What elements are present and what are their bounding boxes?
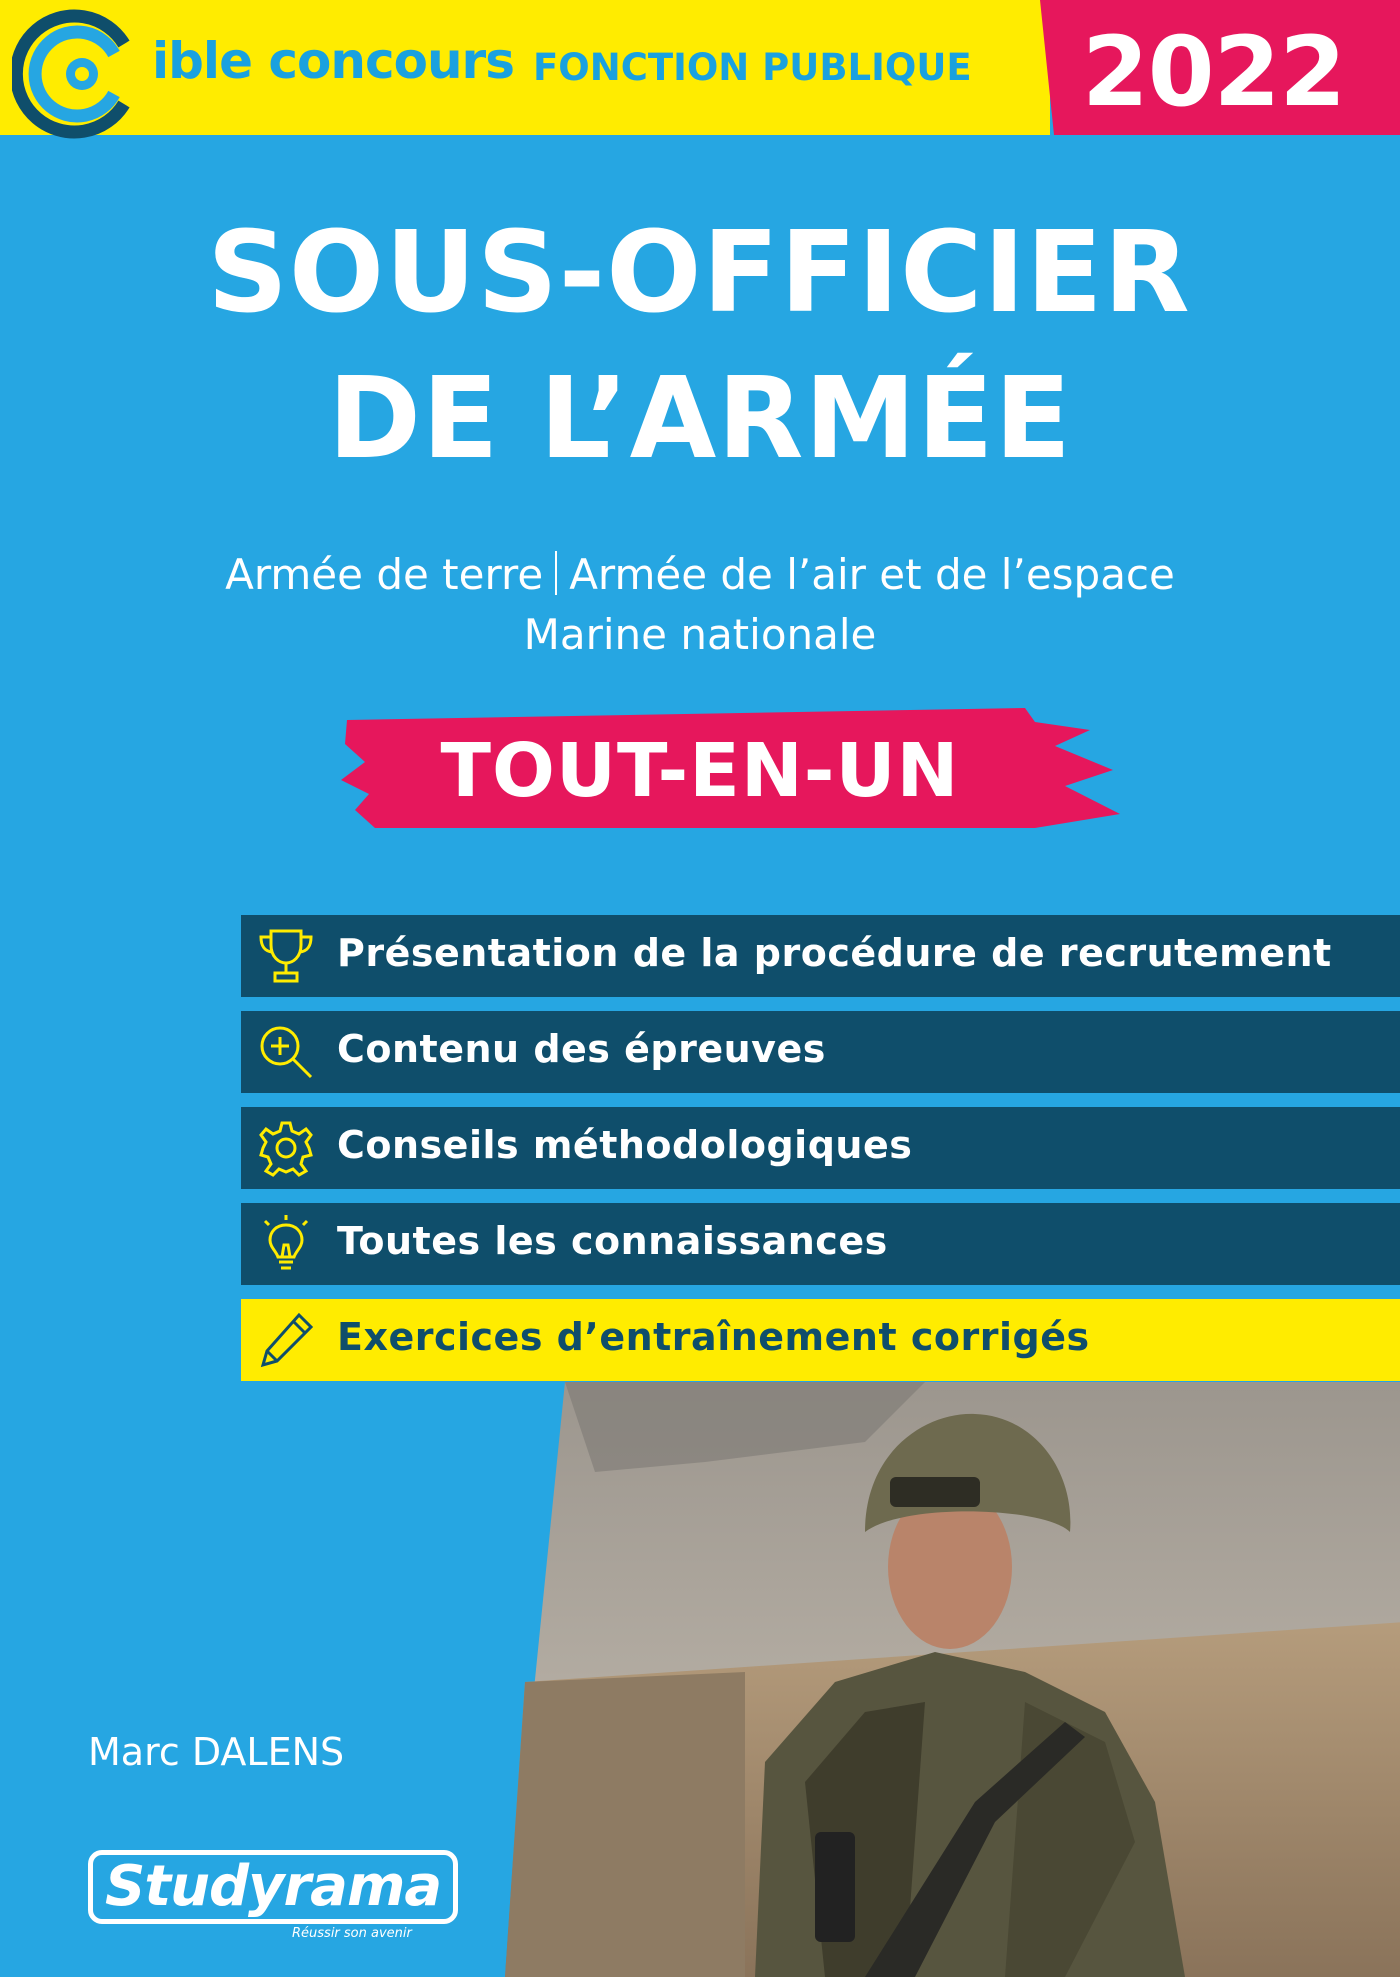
feature-label: Toutes les connaissances xyxy=(337,1219,888,1263)
magnifier-plus-icon xyxy=(255,1021,317,1083)
series-header xyxy=(0,0,1400,135)
edition-year: 2022 xyxy=(1082,16,1346,128)
gear-icon xyxy=(255,1117,317,1179)
feature-label: Exercices d’entraînement corrigés xyxy=(337,1315,1090,1359)
author-name: Marc DALENS xyxy=(88,1730,345,1774)
series-subtitle: FONCTION PUBLIQUE xyxy=(533,46,972,89)
feature-item-highlight xyxy=(241,1299,1400,1381)
branch-army: Armée de terre xyxy=(225,550,544,599)
pencil-icon xyxy=(255,1309,317,1371)
feature-item xyxy=(241,1107,1400,1189)
separator xyxy=(555,551,557,595)
feature-label: Présentation de la procédure de recrutement xyxy=(337,931,1332,975)
cible-logo-icon xyxy=(12,4,152,144)
lightbulb-icon xyxy=(255,1213,317,1275)
feature-item xyxy=(241,1203,1400,1285)
publisher-name: Studyrama xyxy=(88,1850,458,1924)
series-brand: ible concours xyxy=(152,32,514,90)
banner-label: TOUT-EN-UN xyxy=(440,728,960,814)
branch-air-space: Armée de l’air et de l’espace xyxy=(569,550,1175,599)
title-line-2: DE L’ARMÉE xyxy=(327,354,1072,484)
book-subtitle xyxy=(0,545,1400,665)
tout-en-un-banner xyxy=(335,700,1125,840)
feature-label: Contenu des épreuves xyxy=(337,1027,826,1071)
publisher-tagline: Réussir son avenir xyxy=(292,1926,412,1941)
soldier-photo xyxy=(505,1382,1400,1977)
trophy-icon xyxy=(255,925,317,987)
branch-navy: Marine nationale xyxy=(523,610,877,659)
feature-item xyxy=(241,1011,1400,1093)
feature-label: Conseils méthodologiques xyxy=(337,1123,913,1167)
publisher-logo xyxy=(88,1850,458,1941)
feature-item xyxy=(241,915,1400,997)
book-title xyxy=(0,200,1400,492)
title-line-1: SOUS-OFFICIER xyxy=(207,208,1191,338)
